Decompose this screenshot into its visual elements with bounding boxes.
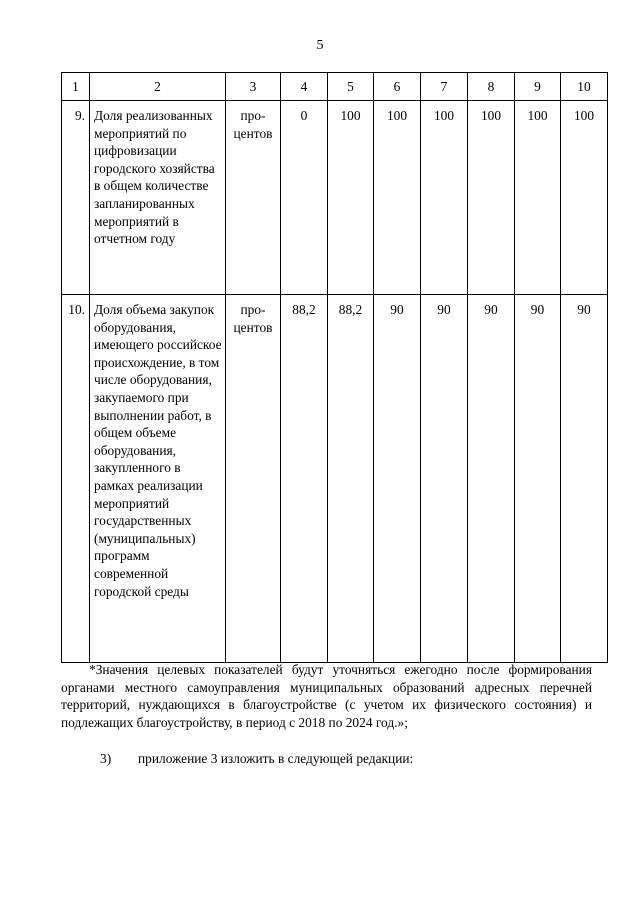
footnote: *Значения целевых показателей будут уточняться ежегодно после формирования органами местного самоуправления муниципальных образований адресных перечней территорий, нуждающихся в благоустройстве (с учетом их физического состояния) и подлежащих благоустройству, в период с 2018 по 2024 год.»; (61, 662, 592, 730)
table-row (62, 295, 608, 663)
page-number: 5 (316, 38, 324, 53)
indicator-name: Доля реализованных мероприятий по цифровизации городского хозяйства в общем количестве запланированных мероприятий в отчетном году (90, 101, 226, 295)
column-header: 10 (561, 73, 608, 101)
value-cell: 100 (421, 101, 468, 295)
list-item-text: приложение 3 изложить в следующей редакции: (138, 751, 414, 766)
column-header: 1 (62, 73, 90, 101)
column-header: 2 (90, 73, 226, 101)
column-header: 4 (281, 73, 328, 101)
unit-text: центов (233, 319, 273, 335)
column-header: 7 (421, 73, 468, 101)
list-item (100, 750, 413, 768)
value-cell: 88,2 (328, 295, 374, 663)
value-cell: 90 (468, 295, 515, 663)
column-header: 9 (515, 73, 561, 101)
column-header: 3 (226, 73, 281, 101)
value-cell: 90 (515, 295, 561, 663)
value-cell: 100 (468, 101, 515, 295)
table-row (62, 101, 608, 295)
value-cell: 100 (561, 101, 608, 295)
unit-text: про- (240, 302, 266, 317)
column-header: 8 (468, 73, 515, 101)
value-cell: 90 (421, 295, 468, 663)
value-cell: 0 (281, 101, 328, 295)
value-cell: 100 (374, 101, 421, 295)
unit-cell (226, 101, 281, 295)
header-row (62, 73, 608, 101)
indicators-table (61, 72, 608, 663)
row-number: 9. (62, 101, 90, 295)
column-header: 6 (374, 73, 421, 101)
unit-text: про- (240, 108, 266, 123)
indicator-name: Доля объема закупок оборудования, имеющего российское происхождение, в том числе оборудования, закупаемого при выполнении работ, в общем объеме оборудования, закупленного в рамках реализации мероприятий государственных (муниципальных) программ современной городской среды (90, 295, 226, 663)
unit-cell (226, 295, 281, 663)
value-cell: 90 (561, 295, 608, 663)
unit-text: центов (233, 125, 273, 141)
column-header: 5 (328, 73, 374, 101)
value-cell: 100 (328, 101, 374, 295)
value-cell: 90 (374, 295, 421, 663)
value-cell: 100 (515, 101, 561, 295)
value-cell: 88,2 (281, 295, 328, 663)
row-number: 10. (62, 295, 90, 663)
list-marker: 3) (100, 751, 112, 766)
